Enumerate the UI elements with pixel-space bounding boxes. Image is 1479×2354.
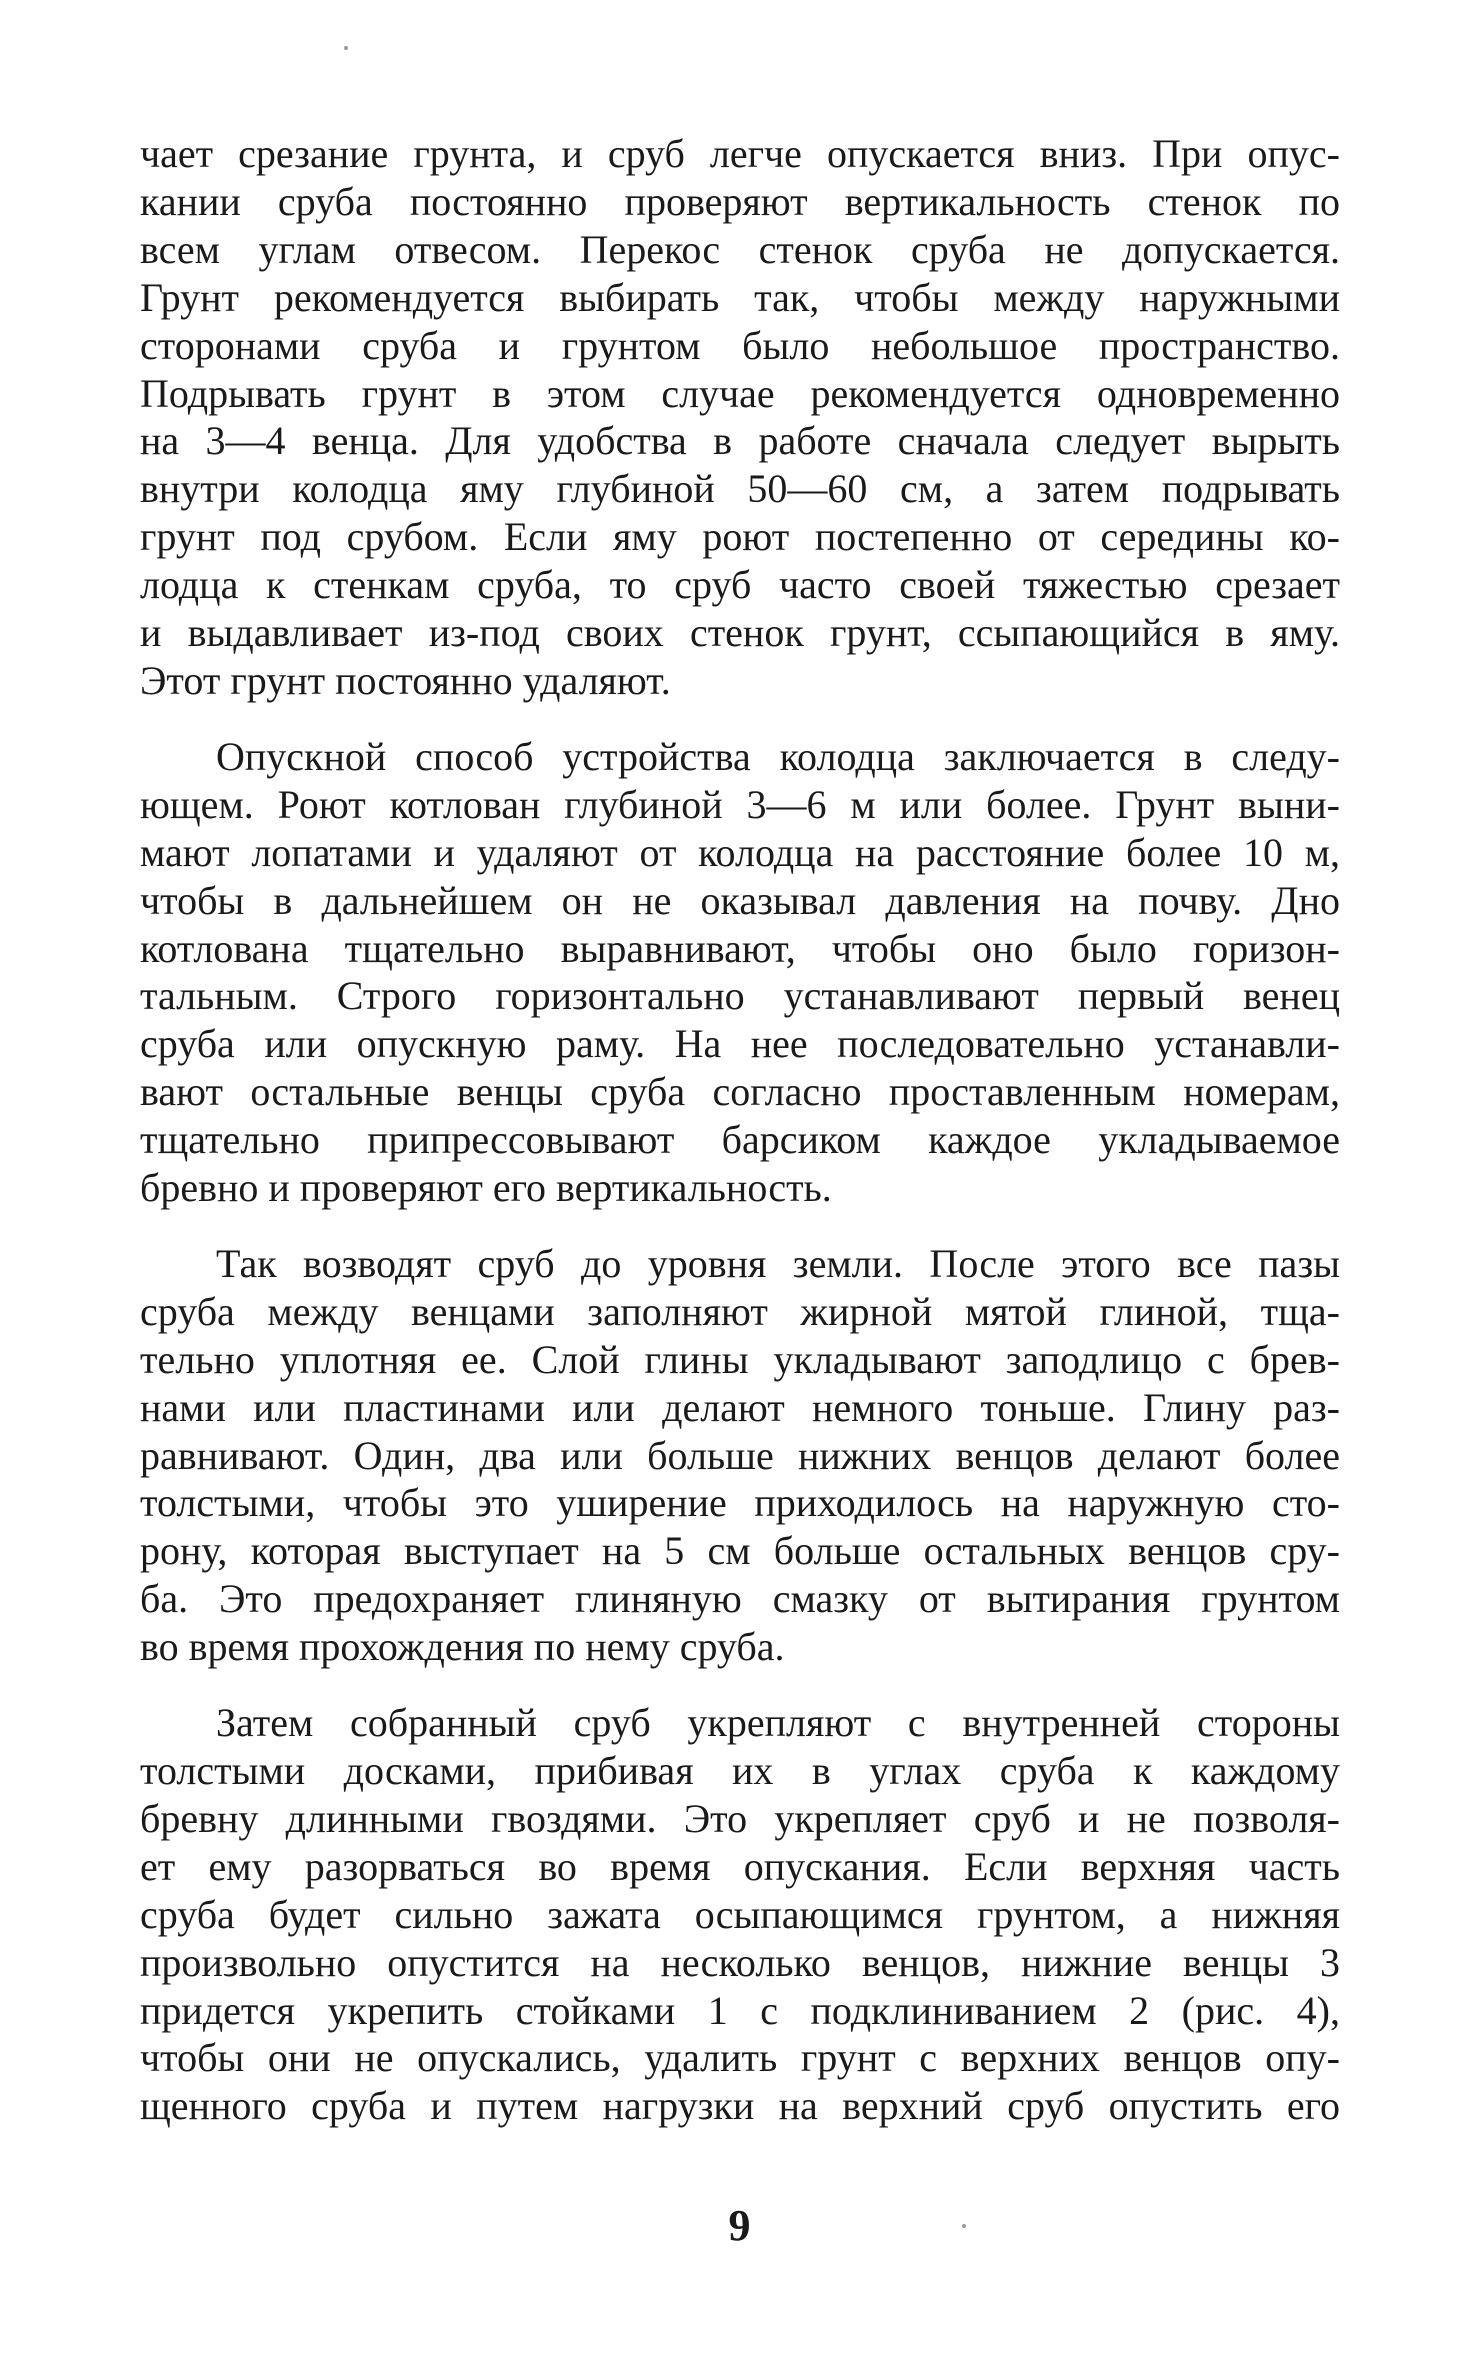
text-line: сруба между венцами заполняют жирной мятой глиной, тща-: [140, 1288, 1340, 1334]
body-text: [140, 130, 1340, 2158]
text-line: Подрывать грунт в этом случае рекомендуется одновременно: [140, 370, 1340, 416]
text-line: произвольно опустится на несколько венцов, нижние венцы 3: [140, 1939, 1340, 1985]
text-line: ющем. Роют котлован глубиной 3—6 м или более. Грунт выни-: [140, 781, 1340, 827]
text-line: ет ему разорваться во время опускания. Если верхняя часть: [140, 1843, 1340, 1889]
print-speck: [344, 46, 348, 50]
text-line: Так возводят сруб до уровня земли. После этого все пазы: [216, 1240, 1340, 1286]
text-line: тальным. Строго горизонтально устанавливают первый венец: [140, 973, 1340, 1019]
text-line: Этот грунт постоянно удаляют.: [140, 657, 671, 703]
text-line: котлована тщательно выравнивают, чтобы оно было горизон-: [140, 925, 1340, 971]
text-line: сруба будет сильно зажата осыпающимся грунтом, а нижняя: [140, 1891, 1340, 1937]
text-line: кании сруба постоянно проверяют вертикальность стенок по: [140, 178, 1340, 224]
text-line: толстыми, чтобы это уширение приходилось на наружную сто-: [140, 1480, 1340, 1526]
text-line: Опускной способ устройства колодца заключается в следу-: [216, 733, 1340, 779]
text-line: внутри колодца яму глубиной 50—60 см, а затем подрывать: [140, 466, 1340, 512]
text-line: тельно уплотняя ее. Слой глины укладывают заподлицо с брев-: [140, 1336, 1340, 1382]
text-line: равнивают. Один, два или больше нижних венцов делают более: [140, 1432, 1340, 1478]
text-line: щенного сруба и путем нагрузки на верхний сруб опустить его: [140, 2083, 1340, 2129]
text-line: Грунт рекомендуется выбирать так, чтобы между наружными: [140, 274, 1340, 320]
text-line: на 3—4 венца. Для удобства в работе сначала следует вырыть: [140, 418, 1340, 464]
text-line: грунт под срубом. Если яму роют постепенно от середины ко-: [140, 514, 1340, 560]
text-line: и выдавливает из-под своих стенок грунт, ссыпающийся в яму.: [140, 610, 1340, 656]
text-line: тщательно припрессовывают барсиком каждое укладываемое: [140, 1117, 1340, 1163]
text-line: бревно и проверяют его вертикальность.: [140, 1165, 832, 1211]
text-line: нами или пластинами или делают немного тоньше. Глину раз-: [140, 1384, 1340, 1430]
paragraph-2: [140, 733, 1340, 1212]
text-line: всем углам отвесом. Перекос стенок сруба не допускается.: [140, 226, 1340, 272]
text-line: ба. Это предохраняет глиняную смазку от вытирания грунтом: [140, 1576, 1340, 1622]
paragraph-4: [140, 1699, 1340, 2130]
text-line: толстыми досками, прибивая их в углах сруба к каждому: [140, 1748, 1340, 1793]
text-line: лодца к стенкам сруба, то сруб часто своей тяжестью срезает: [140, 562, 1340, 608]
text-line: чает срезание грунта, и сруб легче опускается вниз. При опус-: [140, 131, 1340, 176]
text-line: сруба или опускную раму. На нее последовательно устанавли-: [140, 1021, 1340, 1067]
text-line: чтобы в дальнейшем он не оказывал давления на почву. Дно: [140, 877, 1340, 923]
text-line: мают лопатами и удаляют от колодца на расстояние более 10 м,: [140, 829, 1340, 875]
paragraph-3: [140, 1240, 1340, 1671]
text-line: Затем собранный сруб укрепляют с внутренней стороны: [216, 1700, 1340, 1746]
text-line: сторонами сруба и грунтом было небольшое пространство.: [140, 322, 1340, 368]
text-line: придется укрепить стойками 1 с подклиниванием 2 (рис. 4),: [140, 1987, 1340, 2033]
text-line: вают остальные венцы сруба согласно проставленным номерам,: [140, 1069, 1340, 1115]
text-line: во время прохождения по нему сруба.: [140, 1624, 785, 1670]
paragraph-1: [140, 130, 1340, 705]
page-number: 9: [728, 2201, 751, 2250]
text-line: бревну длинными гвоздями. Это укрепляет сруб и не позволя-: [140, 1795, 1340, 1841]
text-line: рону, которая выступает на 5 см больше остальных венцов сру-: [140, 1528, 1340, 1574]
text-line: чтобы они не опускались, удалить грунт с верхних венцов опу-: [140, 2035, 1340, 2081]
